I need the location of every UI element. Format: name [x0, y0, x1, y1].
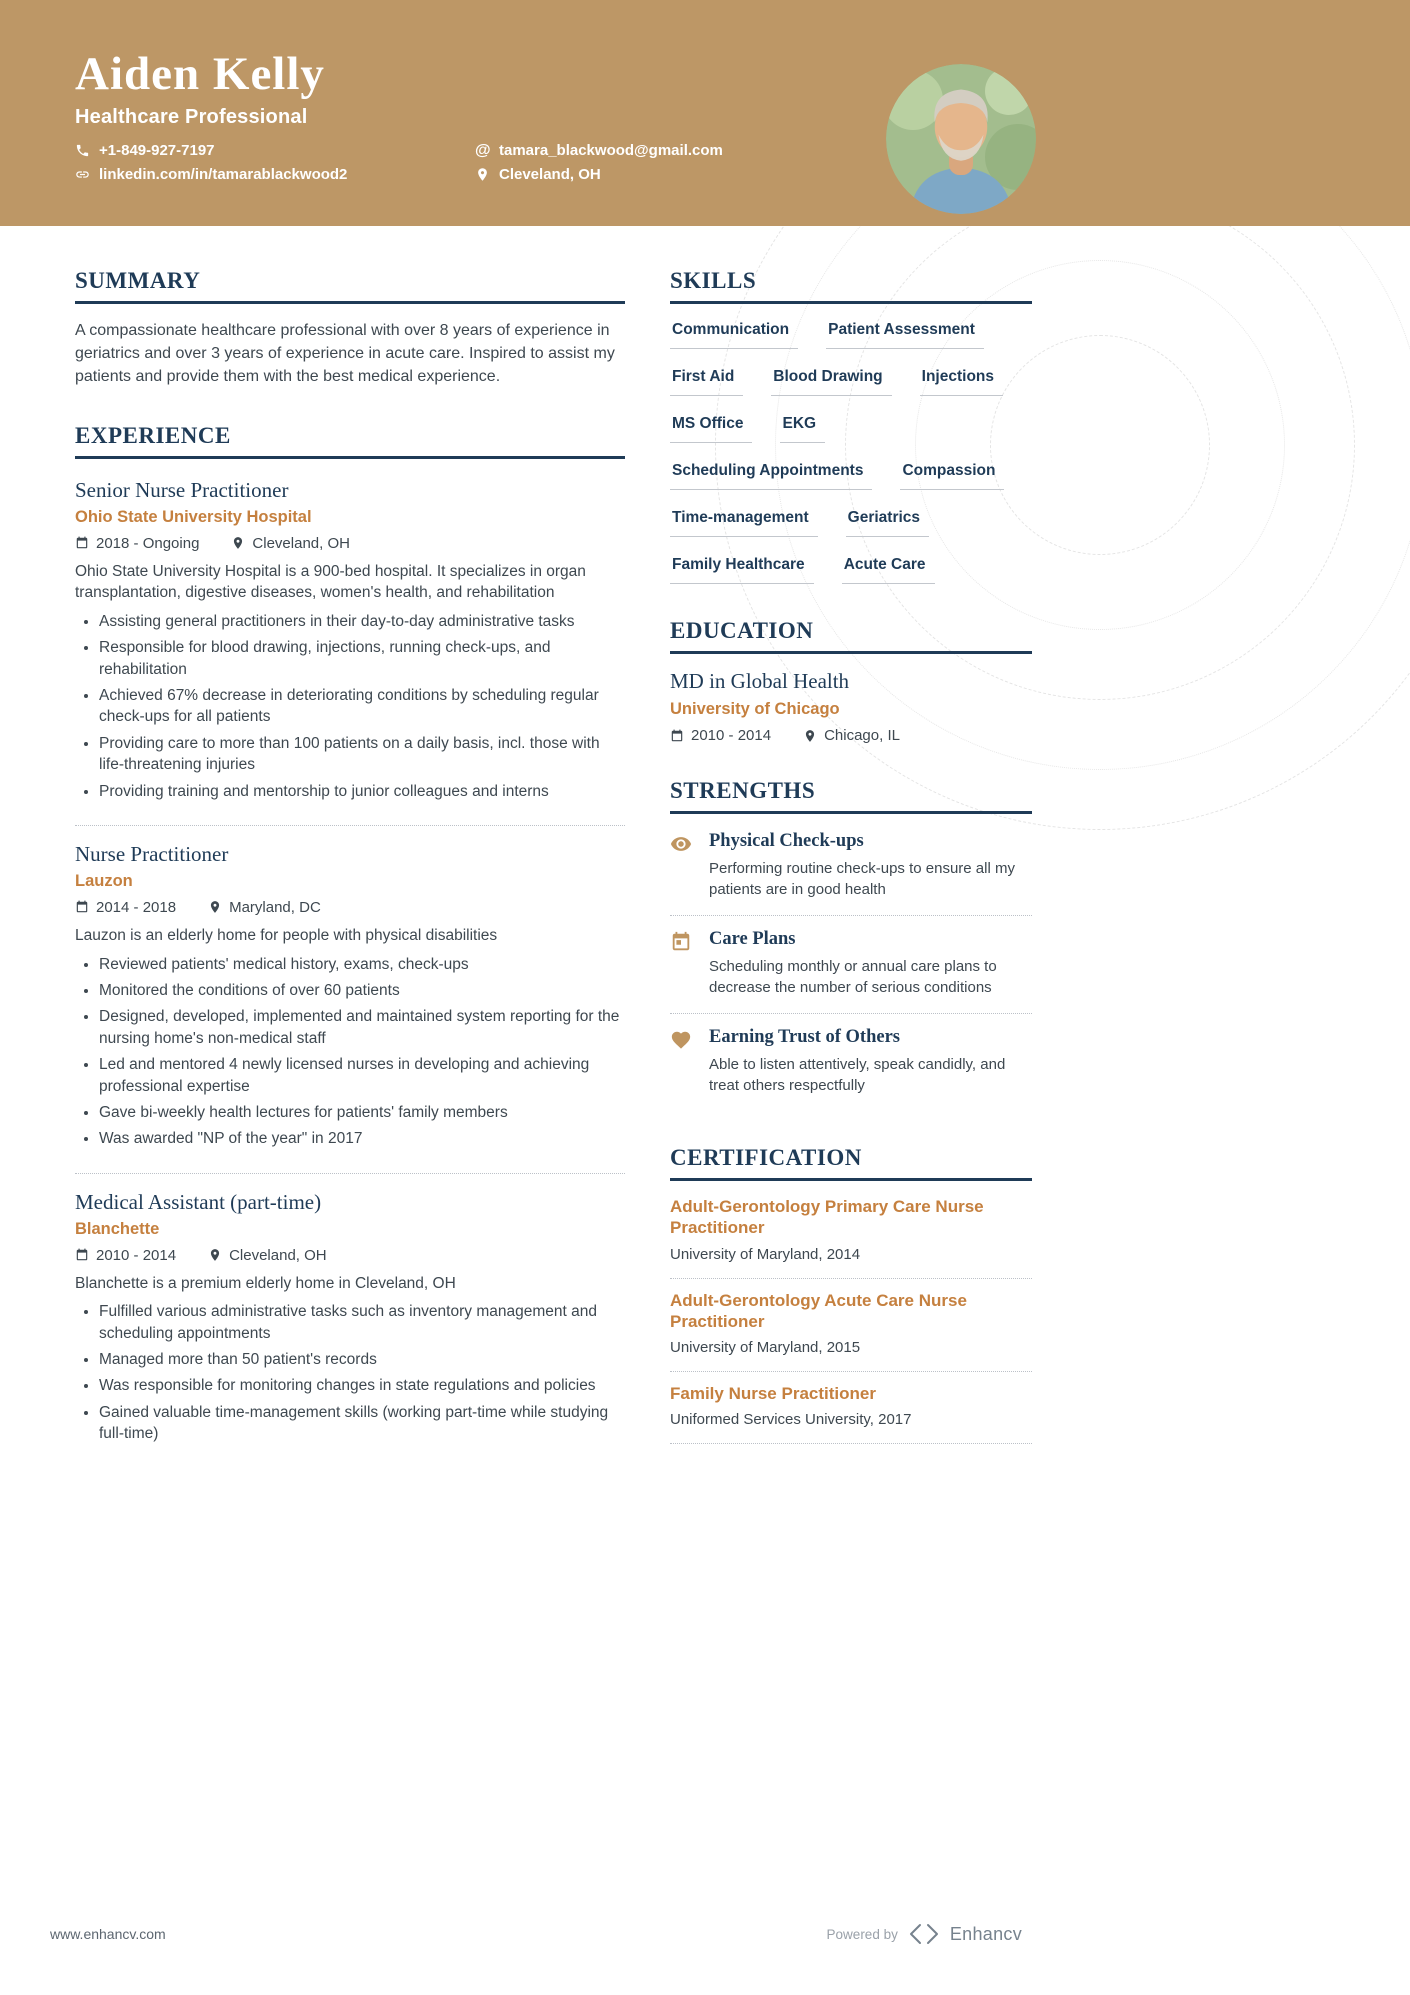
certification-item: [670, 1196, 1032, 1279]
certification-issuer: Uniformed Services University, 2017: [670, 1411, 912, 1429]
job-entry: [75, 474, 625, 813]
job-title: Medical Assistant (part-time): [75, 1189, 322, 1214]
job-location-text: Cleveland, OH: [252, 534, 350, 552]
certification-issuer: University of Maryland, 2014: [670, 1245, 861, 1263]
strength-item: [670, 829, 1032, 916]
job-bullet: • Gained valuable time-management skills (working part-time while studying full-time): [99, 1402, 625, 1445]
email-address: tamara_blackwood@gmail.com: [499, 142, 723, 160]
job-bullet: • Was responsible for monitoring changes in state regulations and policies: [99, 1375, 625, 1396]
skill-tag: Injections: [920, 368, 1003, 396]
job-bullet: • Providing care to more than 100 patients on a daily basis, incl. those with life-threatening injuries: [99, 733, 625, 776]
person-name: Aiden Kelly: [75, 48, 325, 100]
job-bullet: • Assisting general practitioners in their day-to-day administrative tasks: [99, 611, 625, 632]
job-description: Ohio State University Hospital is a 900-bed hospital. It specializes in organ transplantation, digestive diseases, women's health, and rehabilitation: [75, 562, 586, 602]
job-bullet: • Responsible for blood drawing, injections, running check-ups, and rehabilitation: [99, 637, 625, 680]
summary-text: A compassionate healthcare professional with over 8 years of experience in geriatrics and over 3 years of experience in acute care. Inspired to assist my patients and provide them with the best medical experience.: [75, 322, 615, 386]
skill-tag: Acute Care: [842, 556, 935, 584]
job-dates: [75, 1247, 176, 1264]
contact-info: [75, 142, 1335, 183]
strength-content: [709, 831, 1032, 900]
linkedin-contact[interactable]: [75, 166, 475, 183]
certification-item: [670, 1372, 1032, 1444]
right-column: [670, 268, 1032, 1490]
education-school: University of Chicago: [670, 700, 840, 718]
skill-tag: Patient Assessment: [826, 321, 984, 349]
education-location-text: Chicago, IL: [824, 727, 900, 744]
strength-title: Care Plans: [709, 929, 796, 949]
job-company: Blanchette: [75, 1219, 160, 1238]
job-bullet: • Providing training and mentorship to junior colleagues and interns: [99, 781, 625, 802]
skill-tag: Compassion: [900, 462, 1004, 490]
job-bullet: • Led and mentored 4 newly licensed nurses in developing and achieving professional expertise: [99, 1054, 625, 1097]
summary-heading: SUMMARY: [75, 268, 625, 304]
job-entry: [75, 1173, 625, 1456]
avatar-photo: [886, 64, 1036, 214]
summary-section: [75, 268, 625, 389]
strength-item: [670, 916, 1032, 1014]
certification-title: Adult-Gerontology Acute Care Nurse Practitioner: [670, 1290, 967, 1331]
powered-by-label: Powered by: [826, 1926, 898, 1942]
job-description: Lauzon is an elderly home for people with physical disabilities: [75, 926, 498, 944]
job-dates: [75, 899, 176, 916]
job-bullet: • Gave bi-weekly health lectures for patients' family members: [99, 1102, 625, 1123]
job-entry: [75, 825, 625, 1161]
calendar-icon: [75, 536, 89, 550]
strength-item: [670, 1014, 1032, 1111]
skill-tag: Family Healthcare: [670, 556, 814, 584]
skill-tag: MS Office: [670, 415, 752, 443]
education-dates: [670, 727, 771, 744]
certification-heading: CERTIFICATION: [670, 1145, 1032, 1181]
education-location: [803, 727, 900, 744]
experience-heading: EXPERIENCE: [75, 423, 625, 459]
strength-content: [709, 1027, 1032, 1096]
certification-issuer: University of Maryland, 2015: [670, 1339, 861, 1356]
calendar-icon: [670, 729, 684, 743]
job-dates-text: 2018 - Ongoing: [96, 534, 200, 552]
location-text: Cleveland, OH: [499, 166, 601, 184]
job-meta: [75, 1247, 625, 1264]
location-pin-icon: [208, 1248, 222, 1262]
enhancv-brand-name: Enhancv: [949, 1923, 1022, 1944]
left-column: [75, 268, 625, 1490]
job-location-text: Cleveland, OH: [229, 1246, 327, 1264]
job-bullet: • Designed, developed, implemented and maintained system reporting for the nursing home's non-medical staff: [99, 1006, 625, 1049]
job-bullet: • Reviewed patients' medical history, exams, check-ups: [99, 954, 625, 975]
calendar-icon: [75, 900, 89, 914]
location-pin-icon: [208, 900, 222, 914]
skill-tag: Blood Drawing: [771, 368, 891, 396]
calendar-icon: [670, 929, 694, 998]
job-location: [208, 899, 321, 916]
skill-tag: Communication: [670, 321, 798, 349]
linkedin-url: linkedin.com/in/tamarablackwood2: [99, 166, 348, 184]
job-dates: [75, 535, 199, 552]
phone-number: +1-849-927-7197: [99, 142, 215, 160]
job-dates-text: 2010 - 2014: [96, 1246, 177, 1264]
strength-title: Physical Check-ups: [709, 831, 864, 851]
job-bullet: • Was awarded "NP of the year" in 2017: [99, 1128, 625, 1149]
job-bullet: • Achieved 67% decrease in deteriorating conditions by scheduling regular check-ups for all patients: [99, 685, 625, 728]
job-dates-text: 2014 - 2018: [96, 898, 177, 916]
professional-title: Healthcare Professional: [75, 106, 308, 129]
avatar: [886, 64, 1036, 214]
certification-title: Adult-Gerontology Primary Care Nurse Practitioner: [670, 1197, 984, 1238]
experience-section: [75, 423, 625, 1456]
skills-list: [670, 319, 1032, 584]
job-description: Blanchette is a premium elderly home in Cleveland, OH: [75, 1274, 456, 1292]
job-bullet: • Monitored the conditions of over 60 patients: [99, 980, 625, 1001]
skill-tag: Geriatrics: [846, 509, 929, 537]
skill-tag: Scheduling Appointments: [670, 462, 872, 490]
location-pin-icon: [475, 167, 490, 182]
link-icon: [75, 167, 90, 182]
calendar-icon: [75, 1248, 89, 1262]
job-location-text: Maryland, DC: [229, 898, 321, 916]
skill-tag: First Aid: [670, 368, 743, 396]
eye-icon: [670, 831, 694, 900]
education-section: [670, 618, 1032, 744]
skill-tag: EKG: [780, 415, 825, 443]
certification-item: [670, 1279, 1032, 1373]
powered-by-group: [827, 1923, 1022, 1945]
job-meta: [75, 535, 625, 552]
job-bullet: • Fulfilled various administrative tasks such as inventory management and scheduling appointments: [99, 1301, 625, 1344]
main-content: [0, 226, 1410, 1490]
at-icon: @: [475, 141, 491, 159]
job-bullet: • Managed more than 50 patient's records: [99, 1349, 625, 1370]
education-heading: EDUCATION: [670, 618, 1032, 654]
job-bullets: [99, 954, 625, 1150]
footer-website-link[interactable]: www.enhancv.com: [50, 1926, 166, 1942]
skills-heading: SKILLS: [670, 268, 1032, 304]
job-company: Ohio State University Hospital: [75, 507, 312, 526]
strengths-section: [670, 778, 1032, 1111]
heart-icon: [670, 1027, 694, 1096]
enhancv-logo-icon: [907, 1923, 941, 1945]
strength-text: Able to listen attentively, speak candidly, and treat others respectfully: [709, 1056, 1006, 1094]
certification-list: [670, 1196, 1032, 1444]
strength-title: Earning Trust of Others: [709, 1027, 901, 1047]
strength-text: Performing routine check-ups to ensure all my patients are in good health: [709, 860, 1015, 898]
footer: [50, 1923, 1022, 1945]
strength-content: [709, 929, 1032, 998]
education-meta: [670, 727, 1032, 744]
education-degree: MD in Global Health: [670, 669, 850, 693]
phone-contact[interactable]: [75, 142, 475, 159]
job-title: Senior Nurse Practitioner: [75, 477, 289, 502]
job-bullets: [99, 611, 625, 802]
job-company: Lauzon: [75, 871, 133, 890]
skill-tag: Time-management: [670, 509, 818, 537]
job-location: [208, 1247, 327, 1264]
job-meta: [75, 899, 625, 916]
strength-text: Scheduling monthly or annual care plans to decrease the number of serious conditions: [709, 958, 997, 996]
strengths-heading: STRENGTHS: [670, 778, 1032, 814]
education-dates-text: 2010 - 2014: [691, 727, 772, 744]
certification-title: Family Nurse Practitioner: [670, 1384, 876, 1403]
location-pin-icon: [803, 729, 817, 743]
location-pin-icon: [231, 536, 245, 550]
job-title: Nurse Practitioner: [75, 841, 229, 866]
job-location: [231, 535, 350, 552]
header: [0, 0, 1410, 226]
certification-section: [670, 1145, 1032, 1444]
phone-icon: [75, 143, 90, 158]
job-bullets: [99, 1301, 625, 1444]
skills-section: [670, 268, 1032, 584]
